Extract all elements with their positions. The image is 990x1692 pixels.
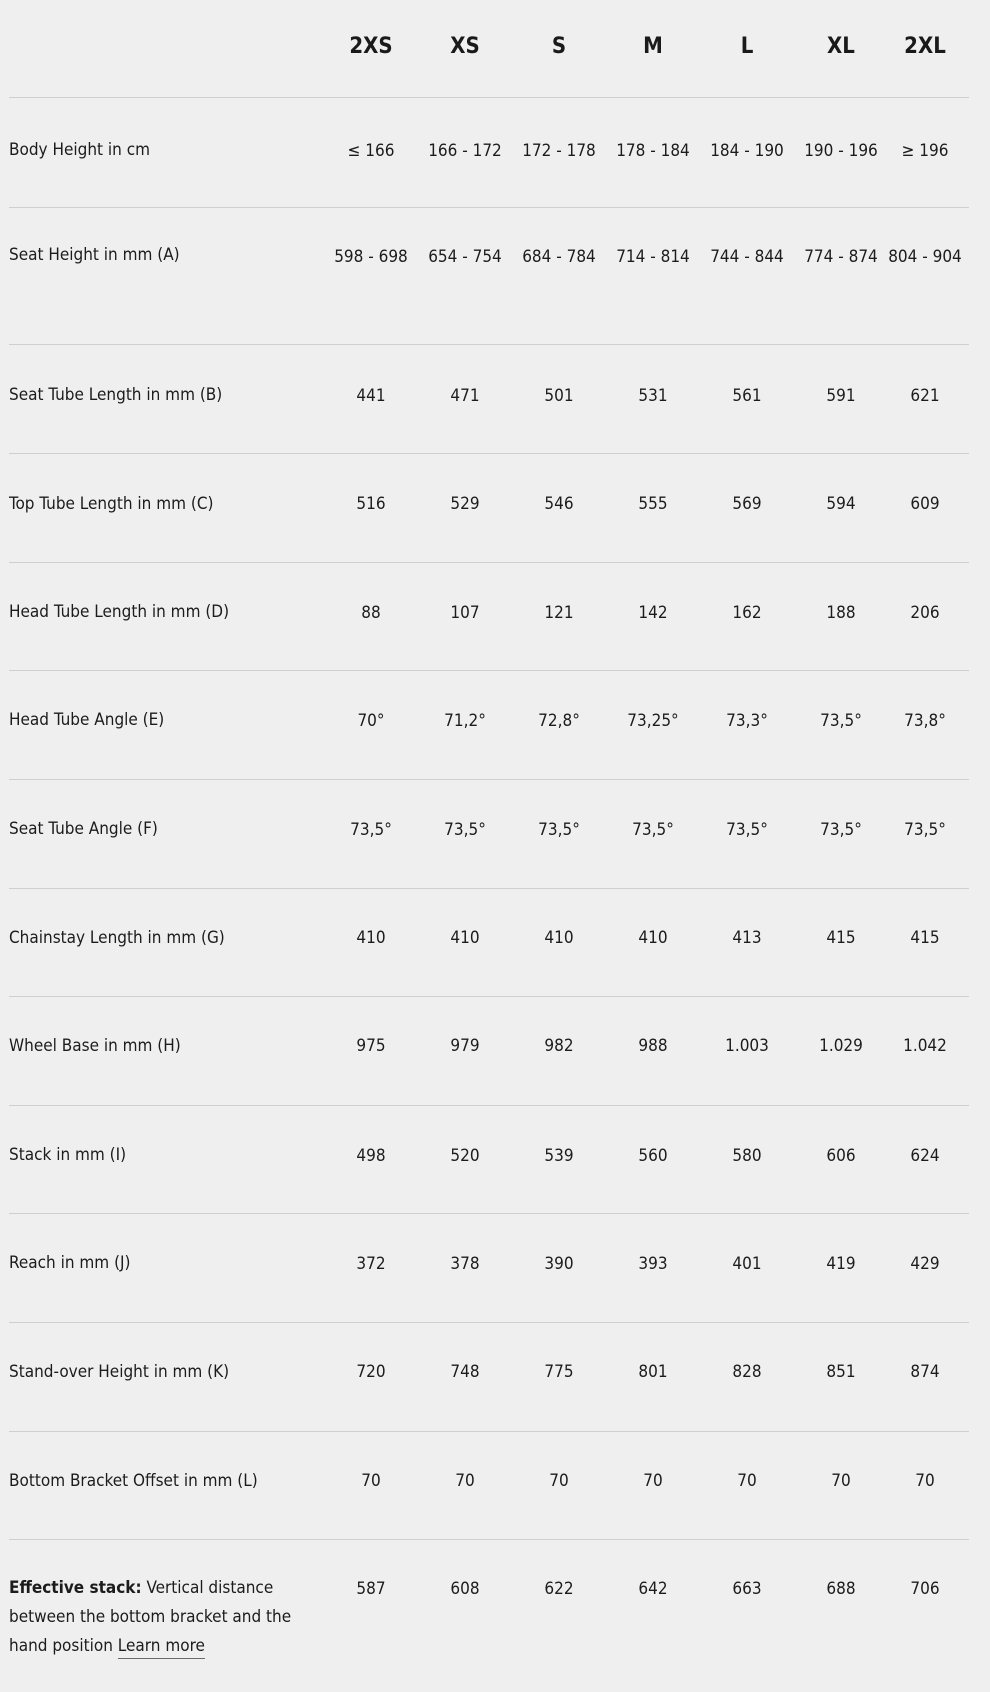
table-cell: 70 [361,1471,381,1491]
table-cell: 975 [356,1036,386,1056]
table-cell: 609 [910,494,940,514]
table-cell: 88 [361,603,381,623]
table-cell: 529 [450,494,480,514]
table-cell: ≥ 196 [901,141,949,161]
effective-stack-label [9,1574,299,1661]
row-label: Wheel Base in mm (H) [9,1036,181,1056]
table-cell: 608 [450,1579,480,1599]
table-cell: 801 [638,1362,668,1382]
table-row [9,1323,969,1432]
table-cell: 410 [450,928,480,948]
table-cell: 560 [638,1146,668,1166]
table-cell: 401 [732,1254,762,1274]
table-cell: 70 [915,1471,935,1491]
table-cell: 73,5° [904,820,946,840]
table-cell: 71,2° [444,711,486,731]
size-header: S [551,34,567,59]
table-row [9,889,969,997]
table-cell: 166 - 172 [428,141,502,161]
table-cell: 594 [826,494,856,514]
table-cell: 188 [826,603,856,623]
table-row [9,671,969,780]
table-cell: 393 [638,1254,668,1274]
table-cell: 516 [356,494,386,514]
table-cell: 606 [826,1146,856,1166]
table-cell: 415 [826,928,856,948]
table-cell: 73,5° [820,711,862,731]
table-cell: 378 [450,1254,480,1274]
size-header: M [643,34,663,59]
table-cell: 642 [638,1579,668,1599]
table-row [9,454,969,563]
table-cell: 982 [544,1036,574,1056]
table-row [9,997,969,1106]
row-label: Head Tube Length in mm (D) [9,602,230,622]
table-cell: 684 - 784 [522,247,596,267]
table-cell: 429 [910,1254,940,1274]
effective-stack-description: Vertical distance between the bottom bracket and the hand position [9,1578,292,1656]
table-cell: 72,8° [538,711,580,731]
row-label: Chainstay Length in mm (G) [9,928,225,948]
table-cell: 804 - 904 [888,247,962,267]
table-cell: 720 [356,1362,386,1382]
table-cell: 178 - 184 [616,141,690,161]
table-cell: 73,5° [444,820,486,840]
table-cell: 471 [450,386,480,406]
table-cell: 774 - 874 [804,247,878,267]
table-cell: 706 [910,1579,940,1599]
table-cell: 598 - 698 [334,247,408,267]
table-cell: 624 [910,1146,940,1166]
size-header-row [9,0,969,98]
table-cell: 1.003 [725,1036,769,1056]
row-label: Body Height in cm [9,140,150,160]
table-row [9,780,969,889]
table-cell: 107 [450,603,480,623]
table-cell: 162 [732,603,762,623]
table-cell: 546 [544,494,574,514]
table-cell: 591 [826,386,856,406]
table-cell: 622 [544,1579,574,1599]
table-cell: 555 [638,494,668,514]
table-cell: 70 [831,1471,851,1491]
table-cell: 121 [544,603,574,623]
table-cell: 73,5° [632,820,674,840]
table-cell: 410 [638,928,668,948]
table-cell: 184 - 190 [710,141,784,161]
table-cell: 501 [544,386,574,406]
effective-stack-title: Effective stack: [9,1578,142,1598]
row-label: Seat Tube Length in mm (B) [9,385,223,405]
table-cell: 206 [910,603,940,623]
table-cell: 539 [544,1146,574,1166]
table-cell: 621 [910,386,940,406]
table-cell: 569 [732,494,762,514]
size-header: 2XL [904,34,946,59]
table-cell: ≤ 166 [347,141,395,161]
table-cell: 748 [450,1362,480,1382]
table-cell: 70 [455,1471,475,1491]
table-row [9,563,969,671]
table-cell: 587 [356,1579,386,1599]
table-cell: 73,5° [350,820,392,840]
table-cell: 142 [638,603,668,623]
table-cell: 1.042 [903,1036,947,1056]
table-cell: 73,8° [904,711,946,731]
table-row [9,1432,969,1540]
table-cell: 520 [450,1146,480,1166]
row-label: Seat Height in mm (A) [9,245,180,265]
table-cell: 70 [643,1471,663,1491]
table-cell: 874 [910,1362,940,1382]
table-cell: 410 [356,928,386,948]
row-label: Stand-over Height in mm (K) [9,1362,230,1382]
table-cell: 580 [732,1146,762,1166]
table-cell: 70 [549,1471,569,1491]
effective-stack-row [9,1540,969,1690]
table-cell: 73,5° [820,820,862,840]
row-label: Head Tube Angle (E) [9,710,165,730]
table-cell: 172 - 178 [522,141,596,161]
table-cell: 372 [356,1254,386,1274]
row-label: Top Tube Length in mm (C) [9,494,214,514]
table-cell: 419 [826,1254,856,1274]
size-header: XS [450,34,480,59]
size-header: 2XS [349,34,393,59]
table-row [9,1106,969,1214]
table-cell: 73,5° [538,820,580,840]
table-cell: 498 [356,1146,386,1166]
table-row [9,208,969,345]
table-cell: 390 [544,1254,574,1274]
table-cell: 744 - 844 [710,247,784,267]
table-row [9,98,969,208]
table-cell: 415 [910,928,940,948]
table-cell: 73,25° [627,711,679,731]
table-cell: 73,3° [726,711,768,731]
table-cell: 1.029 [819,1036,863,1056]
learn-more-link[interactable]: Learn more [118,1636,205,1659]
table-cell: 413 [732,928,762,948]
size-header: L [740,34,754,59]
size-header: XL [827,34,855,59]
geometry-table [9,0,969,1690]
table-cell: 979 [450,1036,480,1056]
row-label: Bottom Bracket Offset in mm (L) [9,1471,258,1491]
table-cell: 73,5° [726,820,768,840]
table-cell: 663 [732,1579,762,1599]
row-label: Reach in mm (J) [9,1253,131,1273]
table-row [9,345,969,454]
table-cell: 828 [732,1362,762,1382]
table-cell: 988 [638,1036,668,1056]
table-cell: 688 [826,1579,856,1599]
row-label: Seat Tube Angle (F) [9,819,158,839]
table-cell: 70° [357,711,385,731]
table-cell: 714 - 814 [616,247,690,267]
table-cell: 561 [732,386,762,406]
table-cell: 410 [544,928,574,948]
table-row [9,1214,969,1323]
table-cell: 531 [638,386,668,406]
table-cell: 190 - 196 [804,141,878,161]
row-label: Stack in mm (I) [9,1145,127,1165]
table-cell: 654 - 754 [428,247,502,267]
table-cell: 851 [826,1362,856,1382]
table-cell: 775 [544,1362,574,1382]
table-cell: 70 [737,1471,757,1491]
table-cell: 441 [356,386,386,406]
